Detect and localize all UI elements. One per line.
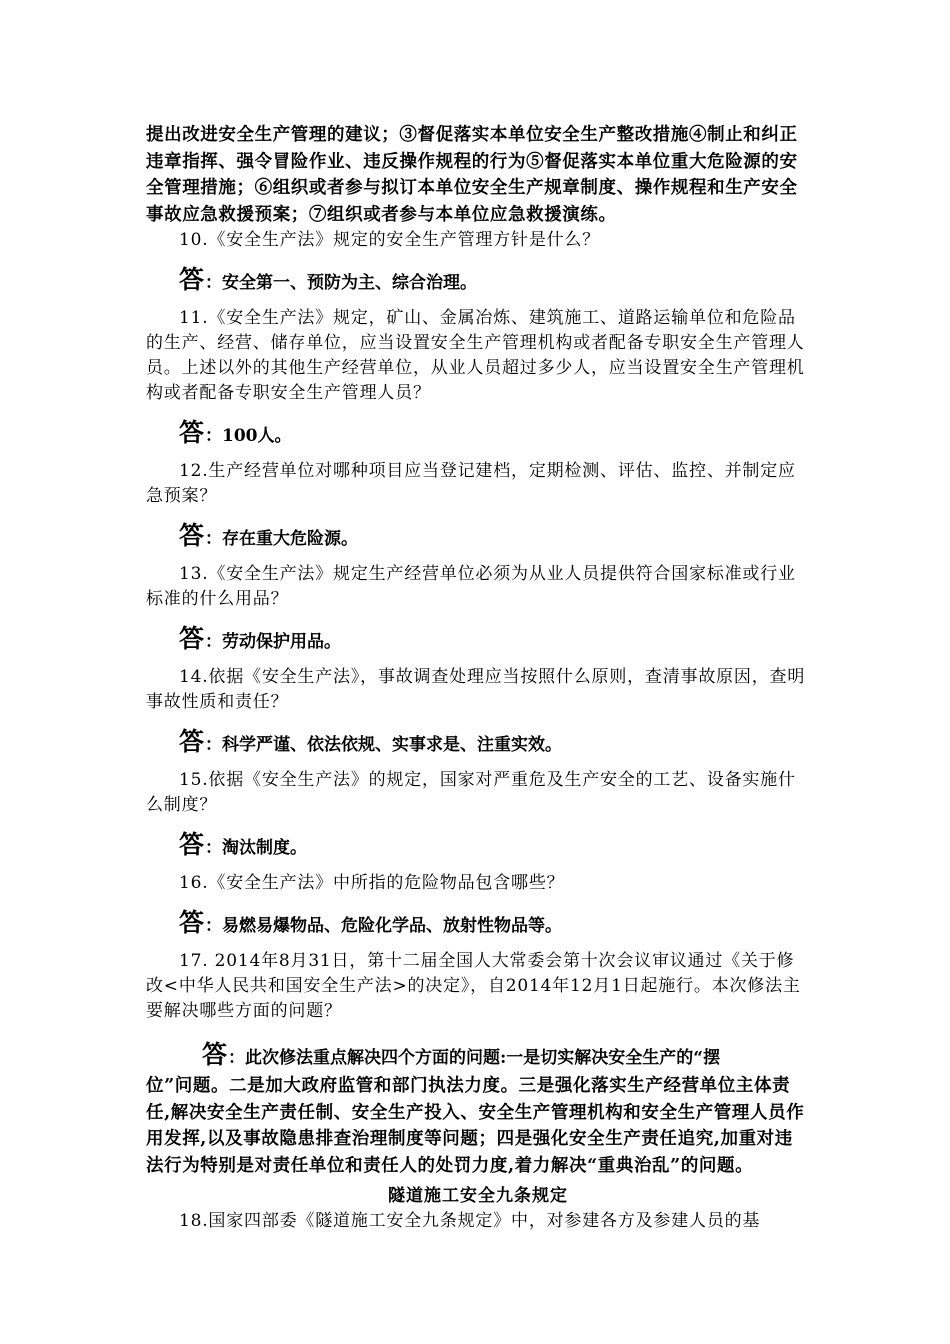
answer-mark: 答: [179, 830, 206, 859]
question-18: 18.国家四部委《隧道施工安全九条规定》中，对参建各方及参建人员的基: [179, 1211, 761, 1231]
answer-text: ：100人。: [205, 426, 292, 446]
answer-16: [146, 908, 810, 941]
answer-text: ：科学严谨、依法依规、实事求是、注重实效。: [205, 735, 563, 755]
question-16: 16.《安全生产法》中所指的危险物品包含哪些？: [179, 873, 565, 893]
question-10: 10.《安全生产法》规定的安全生产管理方针是什么？: [179, 230, 601, 250]
answer-text: ：安全第一、预防为主、综合治理。: [205, 273, 478, 293]
answer-14: [146, 727, 810, 760]
answer-mark: 答: [202, 1040, 229, 1069]
answer-15: [146, 830, 810, 863]
answer-mark: 答: [179, 418, 206, 447]
answer-11: [146, 418, 810, 451]
question-14: 14.依据《安全生产法》，事故调查处理应当按照什么原则，查清事故原因，查明事故性质和责任？: [146, 667, 806, 712]
answer-10: [146, 265, 810, 298]
answer-17: [146, 1040, 810, 1073]
answer-text: ：易燃易爆物品、危险化学品、放射性物品等。: [205, 916, 563, 936]
answer-text: ：劳动保护用品。: [205, 632, 342, 652]
question-17: 17. 2014年8月31日，第十二届全国人大常委会第十次会议审议通过《关于修改<中华人民共和国安全生产法>的决定》，自2014年12月1日起施行。本次修法主要解决哪些方面的问题？: [146, 951, 801, 1021]
answer-13: [146, 624, 810, 657]
answer-text: ：存在重大危险源。: [205, 529, 359, 549]
intro-paragraph: 提出改进安全生产管理的建议；③督促落实本单位安全生产整改措施④制止和纠正违章指挥、强令冒险作业、违反操作规程的行为⑤督促落实本单位重大危险源的安全管理措施；⑥组织或者参与拟订本单位安全生产规章制度、操作规程和生产安全事故应急救援预案；⑦组织或者参与本单位应急救援演练。: [146, 125, 798, 225]
answer-mark: 答: [179, 265, 206, 294]
document-page: [146, 122, 810, 1234]
answer-mark: 答: [179, 727, 206, 756]
answer-12: [146, 521, 810, 554]
section-heading: 隧道施工安全九条规定: [388, 1186, 568, 1206]
answer-mark: 答: [179, 908, 206, 937]
answer-17-continued: 位”问题。二是加大政府监管和部门执法力度。三是强化落实生产经营单位主体责任,解决安全生产责任制、安全生产投入、安全生产管理机构和安全生产管理人员作用发挥,以及事故隐患排查治理制度等问题；四是强化安全生产责任追究,加重对违法行为特别是对责任单位和责任人的处罚力度,着力解决“重典治乱”的问题。: [146, 1076, 805, 1176]
question-15: 15.依据《安全生产法》的规定，国家对严重危及生产安全的工艺、设备实施什么制度？: [146, 770, 796, 815]
question-13: 13.《安全生产法》规定生产经营单位必须为从业人员提供符合国家标准或行业标准的什么用品？: [146, 564, 796, 609]
answer-mark: 答: [179, 624, 206, 653]
question-12: 12.生产经营单位对哪种项目应当登记建档，定期检测、评估、监控、并制定应急预案？: [146, 461, 796, 506]
answer-text: ：此次修法重点解决四个方面的问题:一是切实解决安全生产的“摆: [228, 1048, 721, 1068]
question-11: 11.《安全生产法》规定，矿山、金属冶炼、建筑施工、道路运输单位和危险品的生产、经营、储存单位，应当设置安全生产管理机构或者配备专职安全生产管理人员。上述以外的其他生产经营单位，从业人员超过多少人，应当设置安全生产管理机构或者配备专职安全生产管理人员？: [146, 308, 805, 403]
answer-text: ：淘汰制度。: [205, 838, 308, 858]
answer-mark: 答: [179, 521, 206, 550]
